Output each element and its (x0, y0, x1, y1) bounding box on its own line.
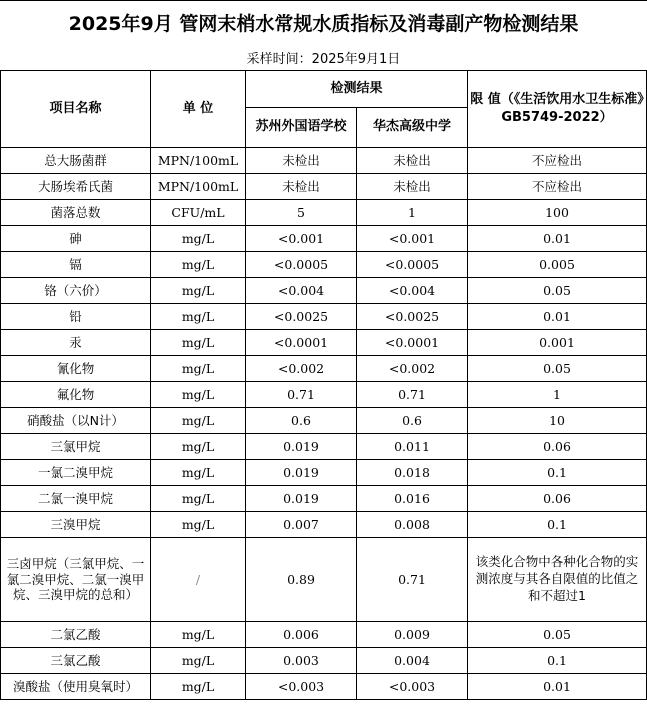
unit-cell: mg/L (151, 408, 246, 434)
limit-value-cell: 0.1 (468, 460, 647, 486)
unit-cell: mg/L (151, 252, 246, 278)
site-2-value-cell: 1 (357, 200, 468, 226)
limit-value-cell: 0.01 (468, 304, 647, 330)
site-1-value-cell: 0.89 (246, 538, 357, 622)
item-name-cell: 三氯乙酸 (1, 648, 151, 674)
site-2-value-cell: 未检出 (357, 148, 468, 174)
item-name-cell: 二氯乙酸 (1, 622, 151, 648)
unit-cell: mg/L (151, 356, 246, 382)
unit-cell: mg/L (151, 278, 246, 304)
site-1-value-cell: 0.003 (246, 648, 357, 674)
unit-cell: MPN/100mL (151, 148, 246, 174)
unit-cell: mg/L (151, 382, 246, 408)
item-name-cell: 三氯甲烷 (1, 434, 151, 460)
site-1-value-cell: 5 (246, 200, 357, 226)
item-name-cell: 镉 (1, 252, 151, 278)
site-1-value-cell: <0.001 (246, 226, 357, 252)
site-2-value-cell: 0.018 (357, 460, 468, 486)
site-2-value-cell: <0.0025 (357, 304, 468, 330)
site-2-value-cell: 0.71 (357, 382, 468, 408)
site-2-value-cell: 0.016 (357, 486, 468, 512)
limit-value-cell: 0.05 (468, 622, 647, 648)
report-title: 2025年9月 管网末梢水常规水质指标及消毒副产物检测结果 (0, 0, 647, 44)
table-row (1, 648, 647, 674)
item-name-cell: 三卤甲烷（三氯甲烷、一氯二溴甲烷、二氯一溴甲烷、三溴甲烷的总和） (1, 538, 151, 622)
limit-value-cell: 0.05 (468, 278, 647, 304)
unit-cell: CFU/mL (151, 200, 246, 226)
table-row (1, 622, 647, 648)
item-name-cell: 砷 (1, 226, 151, 252)
header-limit: 限 值（《生活饮用水卫生标准》GB5749-2022） (468, 71, 647, 148)
header-site-2: 华杰高级中学 (357, 108, 468, 148)
site-2-value-cell: <0.003 (357, 674, 468, 700)
results-table (0, 70, 647, 700)
item-name-cell: 一氯二溴甲烷 (1, 460, 151, 486)
table-row (1, 408, 647, 434)
header-results: 检测结果 (246, 71, 468, 108)
site-2-value-cell: <0.0001 (357, 330, 468, 356)
table-row (1, 460, 647, 486)
table-row (1, 226, 647, 252)
header-item: 项目名称 (1, 71, 151, 148)
item-name-cell: 氰化物 (1, 356, 151, 382)
unit-cell: mg/L (151, 304, 246, 330)
limit-value-cell: 不应检出 (468, 148, 647, 174)
item-name-cell: 三溴甲烷 (1, 512, 151, 538)
limit-value-cell: 不应检出 (468, 174, 647, 200)
limit-value-cell: 10 (468, 408, 647, 434)
item-name-cell: 铅 (1, 304, 151, 330)
unit-cell: mg/L (151, 674, 246, 700)
table-row (1, 148, 647, 174)
unit-cell: / (151, 538, 246, 622)
unit-cell: mg/L (151, 512, 246, 538)
limit-value-cell: 0.001 (468, 330, 647, 356)
site-1-value-cell: 0.019 (246, 460, 357, 486)
table-row (1, 200, 647, 226)
site-1-value-cell: <0.004 (246, 278, 357, 304)
site-1-value-cell: 0.019 (246, 486, 357, 512)
unit-cell: mg/L (151, 460, 246, 486)
unit-cell: mg/L (151, 648, 246, 674)
unit-cell: mg/L (151, 330, 246, 356)
table-row (1, 538, 647, 622)
header-unit: 单 位 (151, 71, 246, 148)
site-2-value-cell: <0.0005 (357, 252, 468, 278)
item-name-cell: 氟化物 (1, 382, 151, 408)
limit-value-cell: 0.1 (468, 648, 647, 674)
site-2-value-cell: 0.71 (357, 538, 468, 622)
item-name-cell: 总大肠菌群 (1, 148, 151, 174)
limit-value-cell: 0.06 (468, 486, 647, 512)
site-2-value-cell: 0.008 (357, 512, 468, 538)
table-row (1, 278, 647, 304)
table-row (1, 512, 647, 538)
site-1-value-cell: 0.006 (246, 622, 357, 648)
item-name-cell: 菌落总数 (1, 200, 151, 226)
table-row (1, 486, 647, 512)
item-name-cell: 大肠埃希氏菌 (1, 174, 151, 200)
limit-value-cell: 0.1 (468, 512, 647, 538)
limit-value-cell: 0.01 (468, 674, 647, 700)
table-row (1, 434, 647, 460)
unit-cell: MPN/100mL (151, 174, 246, 200)
site-1-value-cell: <0.003 (246, 674, 357, 700)
table-row (1, 356, 647, 382)
limit-value-cell: 0.005 (468, 252, 647, 278)
unit-cell: mg/L (151, 226, 246, 252)
site-1-value-cell: 未检出 (246, 148, 357, 174)
site-1-value-cell: 0.007 (246, 512, 357, 538)
site-1-value-cell: <0.002 (246, 356, 357, 382)
item-name-cell: 溴酸盐（使用臭氧时） (1, 674, 151, 700)
item-name-cell: 汞 (1, 330, 151, 356)
site-1-value-cell: <0.0005 (246, 252, 357, 278)
table-row (1, 674, 647, 700)
item-name-cell: 铬（六价） (1, 278, 151, 304)
limit-value-cell: 0.06 (468, 434, 647, 460)
table-row (1, 304, 647, 330)
site-1-value-cell: 未检出 (246, 174, 357, 200)
site-2-value-cell: <0.001 (357, 226, 468, 252)
site-2-value-cell: 0.6 (357, 408, 468, 434)
site-1-value-cell: <0.0025 (246, 304, 357, 330)
limit-value-cell: 1 (468, 382, 647, 408)
site-2-value-cell: <0.002 (357, 356, 468, 382)
table-row (1, 330, 647, 356)
item-name-cell: 硝酸盐（以N计） (1, 408, 151, 434)
item-name-cell: 二氯一溴甲烷 (1, 486, 151, 512)
header-site-1: 苏州外国语学校 (246, 108, 357, 148)
site-1-value-cell: 0.71 (246, 382, 357, 408)
limit-value-cell: 0.05 (468, 356, 647, 382)
site-2-value-cell: <0.004 (357, 278, 468, 304)
site-2-value-cell: 0.009 (357, 622, 468, 648)
limit-value-cell: 该类化合物中各种化合物的实测浓度与其各自限值的比值之和不超过1 (468, 538, 647, 622)
site-1-value-cell: 0.6 (246, 408, 357, 434)
site-1-value-cell: 0.019 (246, 434, 357, 460)
limit-value-cell: 100 (468, 200, 647, 226)
table-row (1, 174, 647, 200)
results-body (1, 148, 647, 700)
site-2-value-cell: 0.004 (357, 648, 468, 674)
site-1-value-cell: <0.0001 (246, 330, 357, 356)
site-2-value-cell: 未检出 (357, 174, 468, 200)
site-2-value-cell: 0.011 (357, 434, 468, 460)
table-row (1, 252, 647, 278)
unit-cell: mg/L (151, 622, 246, 648)
sampling-time: 采样时间：2025年9月1日 (246, 51, 401, 67)
unit-cell: mg/L (151, 434, 246, 460)
unit-cell: mg/L (151, 486, 246, 512)
table-row (1, 382, 647, 408)
limit-value-cell: 0.01 (468, 226, 647, 252)
